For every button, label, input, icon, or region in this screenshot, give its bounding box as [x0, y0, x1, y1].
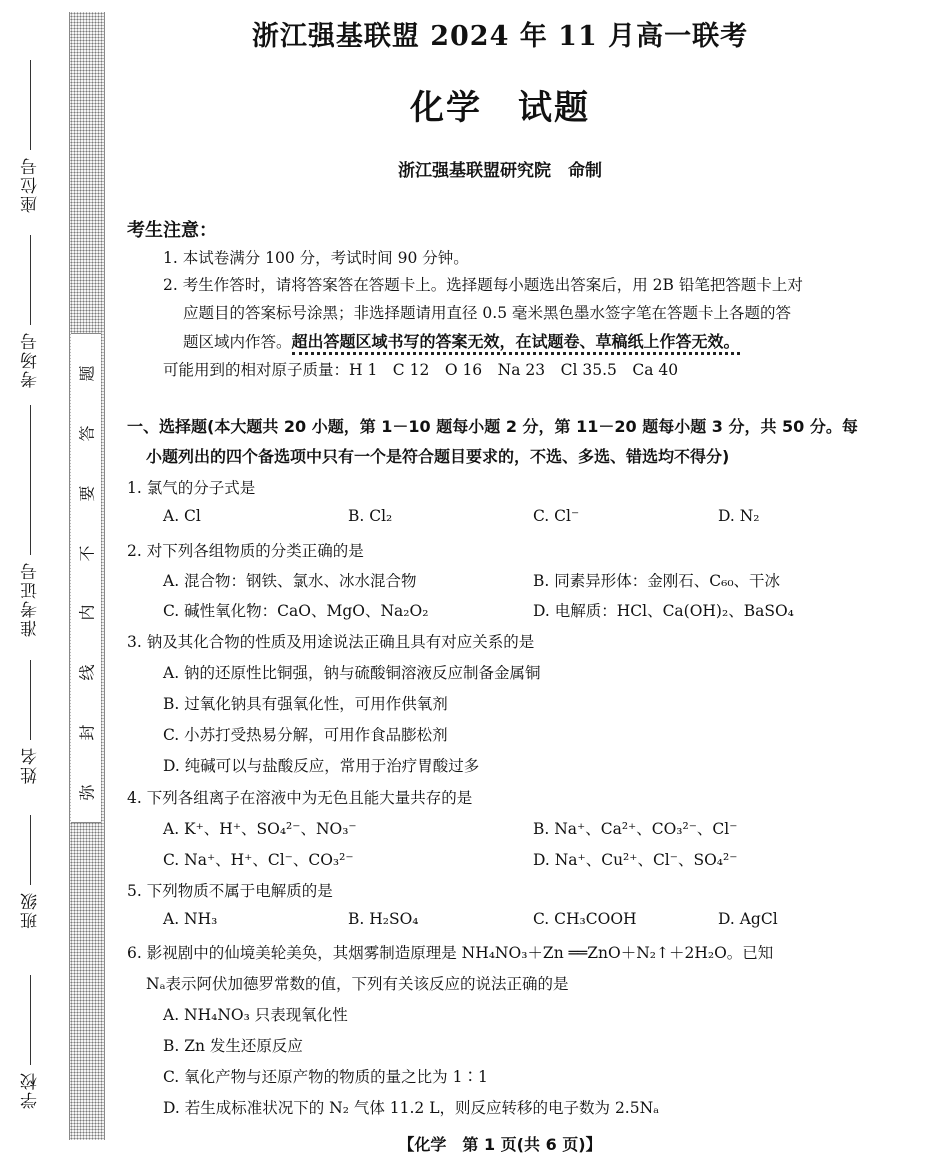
notice-item-2-line-1: 2. 考生作答时，请将答案答在答题卡上。选择题每小题选出答案后，用 2B 铅笔把答题卡上对 [163, 276, 803, 294]
name-field [18, 660, 42, 784]
section-heading-line-1: 一、选择题(本大题共 20 小题，第 1－10 题每小题 2 分，第 11－20 题每小题 3 分，共 50 分。每 [127, 417, 858, 436]
q3-option-a: A. 钠的还原性比铜强，钠与硫酸铜溶液反应制备金属铜 [163, 664, 541, 682]
name-label: 姓名 [20, 746, 41, 784]
q4-option-a: A. K⁺、H⁺、SO₄²⁻、NO₃⁻ [163, 820, 357, 838]
q1-option-d: D. N₂ [718, 507, 760, 525]
seal-char: 不 [77, 545, 97, 562]
seal-char: 线 [77, 664, 97, 681]
q6-option-b: B. Zn 发生还原反应 [163, 1037, 303, 1055]
exam-title: 浙江强基联盟 2024 年 11 月高一联考 [251, 21, 749, 52]
seal-char: 要 [77, 485, 97, 502]
q5-option-b: B. H₂SO₄ [348, 910, 419, 928]
class-label: 班级 [20, 891, 41, 929]
q6-stem-line-1: 6. 影视剧中的仙境美轮美奂，其烟雾制造原理是 NH₄NO₃＋Zn ══ZnO＋N₂↑＋2H₂O。已知 [127, 944, 774, 962]
section-heading-line-2: 小题列出的四个备选项中只有一个是符合题目要求的，不选、多选、错选均不得分) [146, 447, 730, 466]
notice-item-2-line-2: 应题目的答案标号涂黑；非选择题请用直径 0.5 毫米黑色墨水签字笔在答题卡上各题的答 [183, 304, 792, 322]
seal-char: 内 [77, 604, 97, 621]
class-field [18, 815, 42, 929]
ticket-field [18, 405, 42, 637]
q4-option-b: B. Na⁺、Ca²⁺、CO₃²⁻、Cl⁻ [533, 820, 738, 838]
q3-option-c: C. 小苏打受热易分解，可用作食品膨松剂 [163, 726, 448, 744]
q6-stem-line-2: Nₐ表示阿伏加德罗常数的值，下列有关该反应的说法正确的是 [146, 975, 569, 993]
page-footer: 【化学 第 1 页(共 6 页)】 [398, 1135, 602, 1154]
q1-option-b: B. Cl₂ [348, 507, 393, 525]
q5-stem: 5. 下列物质不属于电解质的是 [127, 882, 333, 900]
q2-option-a: A. 混合物：钢铁、氯水、冰水混合物 [163, 572, 417, 590]
maker-line: 浙江强基联盟研究院 命制 [398, 161, 602, 181]
room-label: 考场号 [20, 331, 41, 388]
q2-option-b: B. 同素异形体：金刚石、C₆₀、干冰 [533, 572, 781, 590]
seal-char: 题 [77, 365, 97, 382]
q5-option-a: A. NH₃ [163, 910, 218, 928]
seal-notice [71, 333, 101, 823]
seal-char: 弥 [77, 784, 97, 801]
subject-title: 化学 试题 [410, 88, 590, 128]
q6-option-d: D. 若生成标准状况下的 N₂ 气体 11.2 L，则反应转移的电子数为 2.5Nₐ [163, 1099, 660, 1117]
notice-heading: 考生注意： [127, 220, 217, 241]
q6-option-c: C. 氧化产物与还原产物的物质的量之比为 1∶1 [163, 1068, 488, 1086]
q5-option-d: D. AgCl [718, 910, 778, 928]
school-field [18, 975, 42, 1109]
q4-option-d: D. Na⁺、Cu²⁺、Cl⁻、SO₄²⁻ [533, 851, 738, 869]
q2-option-c: C. 碱性氧化物：CaO、MgO、Na₂O₂ [163, 602, 429, 620]
q5-option-c: C. CH₃COOH [533, 910, 637, 928]
q1-stem: 1. 氯气的分子式是 [127, 479, 256, 497]
ticket-label: 准考证号 [20, 561, 41, 637]
seat-label: 座位号 [20, 156, 41, 213]
school-label: 学校 [20, 1071, 41, 1109]
seal-char: 封 [77, 724, 97, 741]
q3-option-d: D. 纯碱可以与盐酸反应，常用于治疗胃酸过多 [163, 757, 480, 775]
seal-char: 答 [77, 425, 97, 442]
room-field [18, 235, 42, 388]
atomic-mass-line: 可能用到的相对原子质量：H 1 C 12 O 16 Na 23 Cl 35.5 Ca 40 [163, 361, 679, 379]
q4-stem: 4. 下列各组离子在溶液中为无色且能大量共存的是 [127, 789, 473, 807]
q6-option-a: A. NH₄NO₃ 只表现氧化性 [163, 1006, 348, 1024]
q3-stem: 3. 钠及其化合物的性质及用途说法正确且具有对应关系的是 [127, 633, 535, 651]
q1-option-a: A. Cl [163, 507, 201, 525]
q1-option-c: C. Cl⁻ [533, 507, 580, 525]
q4-option-c: C. Na⁺、H⁺、Cl⁻、CO₃²⁻ [163, 851, 354, 869]
q2-option-d: D. 电解质：HCl、Ca(OH)₂、BaSO₄ [533, 602, 794, 620]
notice-item-1: 1. 本试卷满分 100 分，考试时间 90 分钟。 [163, 249, 469, 267]
q2-stem: 2. 对下列各组物质的分类正确的是 [127, 542, 364, 560]
notice-item-2-line-3 [183, 329, 740, 352]
notice-emphasis: 超出答题区域书写的答案无效，在试题卷、草稿纸上作答无效。 [292, 332, 740, 355]
q3-option-b: B. 过氧化钠具有强氧化性，可用作供氧剂 [163, 695, 448, 713]
notice-item-2-line-3-text: 题区域内作答。 [183, 333, 292, 351]
